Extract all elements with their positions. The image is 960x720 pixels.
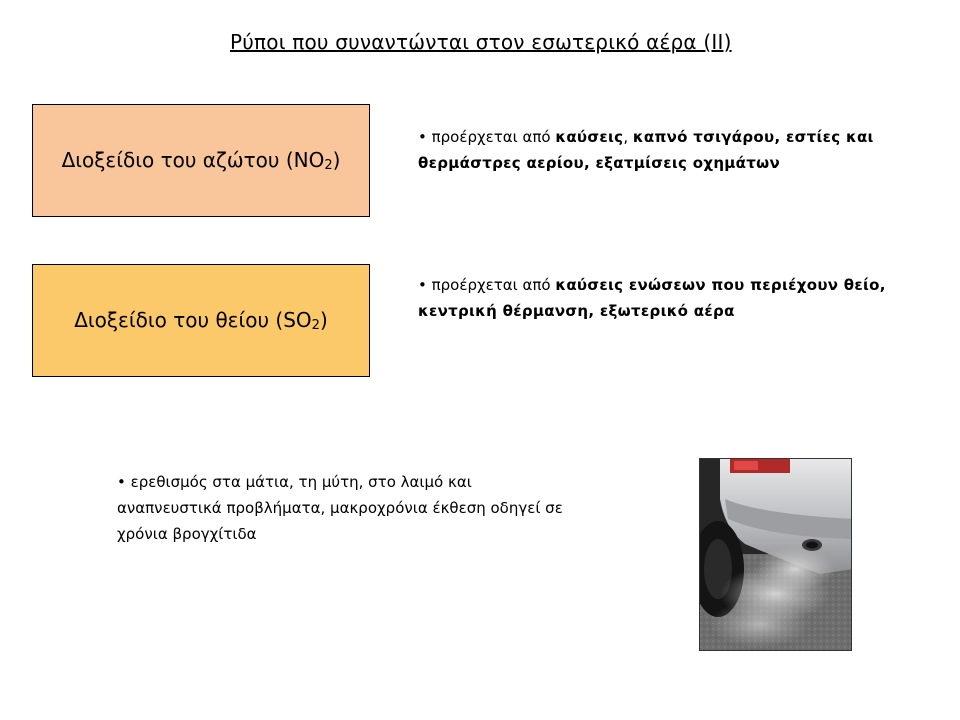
so2-label: Διοξείδιο του θείου $(SO_2)$ <box>74 308 328 333</box>
health-effects-text: • ερεθισμός στα μάτια, τη μύτη, στο λαιμό και αναπνευστικά προβλήματα, μακροχρόνια έκθεση οδηγεί σε χρόνια βρογχίτιδα <box>117 473 563 543</box>
slide-title: Ρύποι που συναντώνται στον εσωτερικό αέρα (ΙΙ) <box>230 30 732 54</box>
car-exhaust-photo <box>699 458 852 651</box>
no2-label: Διοξείδιο του αζώτου $(NO_2)$ <box>61 148 341 173</box>
so2-box <box>32 264 370 377</box>
so2-sources-text: • προέρχεται από καύσεις ενώσεων που περιέχουν θείο, κεντρική θέρμανση, εξωτερικό αέρα <box>418 276 886 320</box>
no2-box <box>32 104 370 217</box>
no2-sources-text: • προέρχεται από καύσεις, καπνό τσιγάρου, εστίες και θερμάστρες αερίου, εξατμίσεις οχημάτων <box>418 128 874 172</box>
car-exhaust-photo-graphic <box>700 459 852 651</box>
